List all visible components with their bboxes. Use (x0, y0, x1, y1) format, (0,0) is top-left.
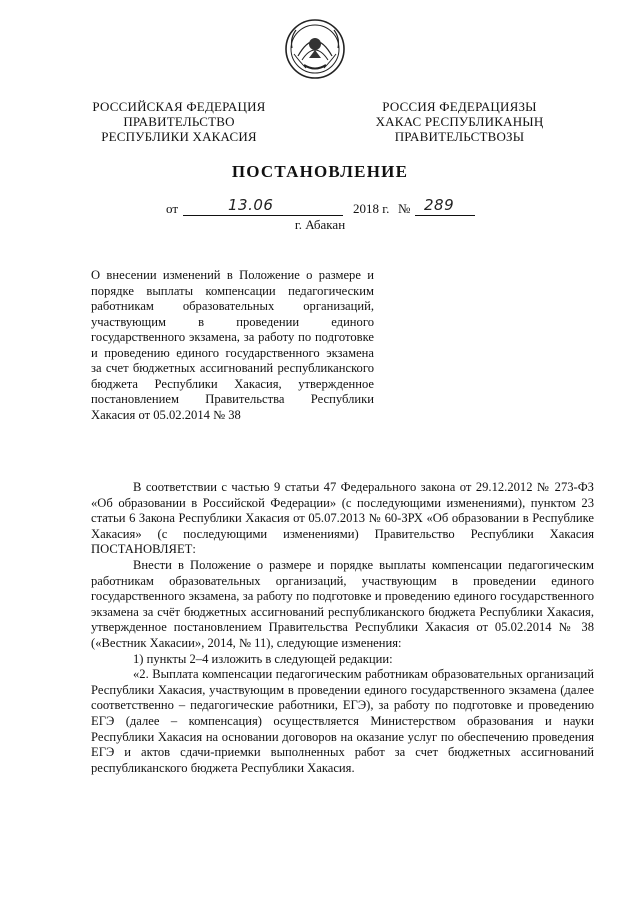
header-right-khakas (362, 99, 557, 144)
date-underline (183, 215, 343, 216)
number-sign: № (398, 201, 411, 216)
number-underline (415, 215, 475, 216)
document-body (91, 480, 594, 776)
document-title: ПОСТАНОВЛЕНИЕ (231, 162, 409, 181)
body-paragraph-3: 1) пункты 2–4 изложить в следующей редакции: (133, 651, 393, 666)
body-paragraph-1: В соответствии с частью 9 статьи 47 Федерального закона от 29.12.2012 № 273-ФЗ «Об образовании в Российской Федерации» (с последующими изменениями), пунктом 23 статьи 6 Закона Республики Хакасия от 05.07.2013 № 60-ЗРХ «Об образовании в Республике Хакасия» (с последующими изменениями) Правительство Республики Хакасия ПОСТАНОВЛЯЕТ: (91, 480, 594, 557)
header-left-line-1: РОССИЙСКАЯ ФЕДЕРАЦИЯ (92, 99, 266, 114)
header-right-line-2: ХАКАС РЕСПУБЛИКАНЫҢ (375, 114, 544, 129)
header-right-line-3: ПРАВИТЕЛЬСТВОЗЫ (394, 129, 525, 144)
coat-of-arms-emblem (284, 18, 346, 80)
handwritten-number: 289 (424, 196, 455, 214)
date-prefix: от (166, 201, 179, 216)
document-year: 2018 г. (353, 201, 390, 216)
handwritten-date: 13.06 (228, 196, 274, 214)
header-left-line-2: ПРАВИТЕЛЬСТВО (123, 114, 235, 129)
body-paragraph-4: «2. Выплата компенсации педагогическим работникам образовательных организаций Республики Хакасия, участвующим в проведении единого государственного экзамена (далее соответственно – педагогические работники, ЕГЭ), за работу по подготовке и проведению ЕГЭ (далее – компенсация) осуществляется Министерством образования и науки Республики Хакасия на основании договоров на оказание услуг по обеспечению проведения ЕГЭ и актов сдачи-приемки выполненных работ за счет бюджетных ассигнований республиканского бюджета Республики Хакасия. (91, 667, 594, 775)
date-number-line (0, 196, 640, 218)
header-left-line-3: РЕСПУБЛИКИ ХАКАСИЯ (101, 129, 257, 144)
header-right-line-1: РОССИЯ ФЕДЕРАЦИЯЗЫ (382, 99, 537, 114)
document-subject: О внесении изменений в Положение о размере и порядке выплаты компенсации педагогическим работникам образовательных организаций, участвующим в проведении единого государственного экзамена, за работу по подготовке и проведению единого государственного экзамена за счет бюджетных ассигнований республиканского бюджета Республики Хакасия, утвержденное постановлением Правительства Республики Хакасия от 05.02.2014 № 38 (91, 268, 374, 422)
header-left-russian (84, 99, 274, 144)
body-paragraph-2: Внести в Положение о размере и порядке выплаты компенсации педагогическим работникам образовательных организаций, участвующим в проведении единого государственного экзамена, за работу по подготовке и проведению единого государственного экзамена за счёт бюджетных ассигнований республиканского бюджета Республики Хакасия, утвержденное постановлением Правительства Республики Хакасия от 05.02.2014 № 38 («Вестник Хакасии», 2014, № 11), следующие изменения: (91, 557, 594, 650)
document-city: г. Абакан (294, 217, 346, 232)
